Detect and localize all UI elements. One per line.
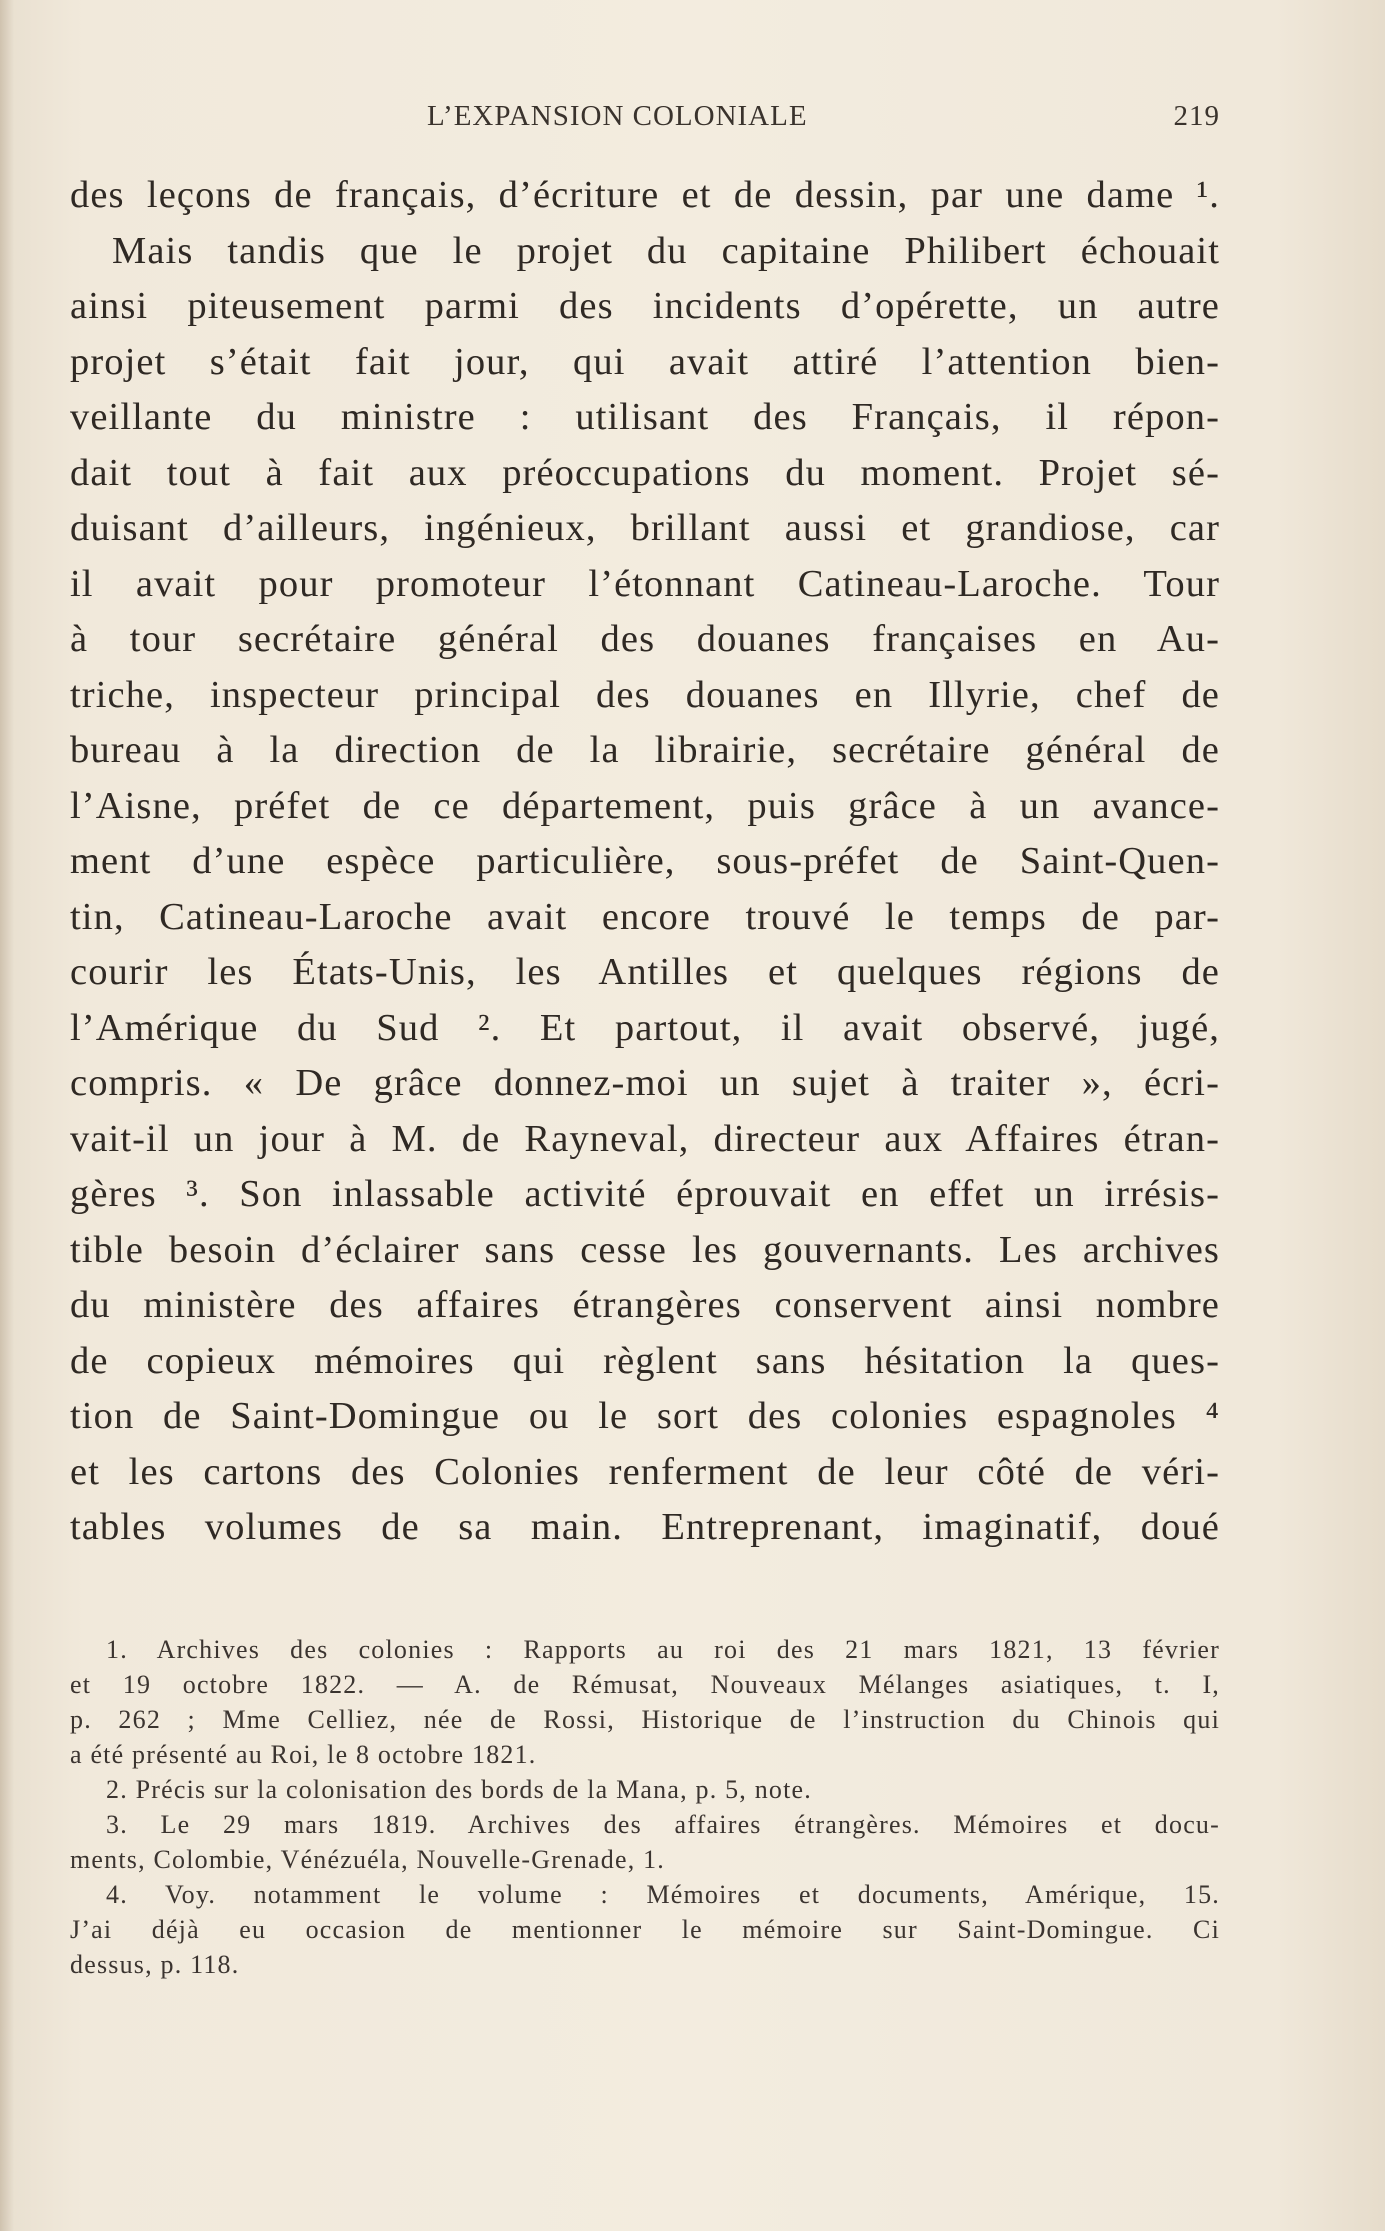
text-line: et les cartons des Colonies renferment de leur côté de véri- xyxy=(70,1450,1220,1493)
footnote-line: 1. Archives des colonies : Rapports au roi des 21 mars 1821, 13 février xyxy=(106,1635,1220,1664)
text-line: l’Amérique du Sud ². Et partout, il avait observé, jugé, xyxy=(70,1006,1220,1049)
text-line: Mais tandis que le projet du capitaine Philibert échouait xyxy=(112,229,1220,272)
text-line: compris. « De grâce donnez-moi un sujet à traiter », écri- xyxy=(70,1062,1220,1104)
text-line: duisant d’ailleurs, ingénieux, brillant aussi et grandiose, car xyxy=(70,507,1220,549)
text-line: triche, inspecteur principal des douanes en Illyrie, chef de xyxy=(70,673,1220,716)
footnote-line: 3. Le 29 mars 1819. Archives des affaires étrangères. Mémoires et docu- xyxy=(106,1810,1220,1839)
text-line: veillante du ministre : utilisant des Français, il répon- xyxy=(70,396,1220,438)
page-number: 219 xyxy=(1173,100,1220,132)
text-line: tables volumes de sa main. Entreprenant, imaginatif, doué xyxy=(70,1506,1220,1548)
footnote-line: 2. Précis sur la colonisation des bords de la Mana, p. 5, note. xyxy=(106,1775,812,1804)
running-header xyxy=(70,100,1220,140)
text-line: tible besoin d’éclairer sans cesse les gouvernants. Les archives xyxy=(70,1228,1220,1271)
footnotes xyxy=(70,1632,1220,1982)
text-line: projet s’était fait jour, qui avait attiré l’attention bien- xyxy=(70,340,1220,383)
text-line: ainsi piteusement parmi des incidents d’opérette, un autre xyxy=(70,285,1220,327)
text-line: des leçons de français, d’écriture et de dessin, par une dame ¹. xyxy=(70,174,1220,216)
text-line: tion de Saint-Domingue ou le sort des colonies espagnoles ⁴ xyxy=(70,1395,1220,1437)
text-line: il avait pour promoteur l’étonnant Catineau-Laroche. Tour xyxy=(70,562,1220,605)
running-title: L’EXPANSION COLONIALE xyxy=(427,100,808,132)
footnote-line: et 19 octobre 1822. — A. de Rémusat, Nouveaux Mélanges asiatiques, t. I, xyxy=(70,1670,1220,1699)
text-line: vait-il un jour à M. de Rayneval, directeur aux Affaires étran- xyxy=(70,1117,1220,1160)
text-line: bureau à la direction de la librairie, secrétaire général de xyxy=(70,729,1220,771)
text-line: de copieux mémoires qui règlent sans hésitation la ques- xyxy=(70,1339,1220,1382)
main-text xyxy=(70,168,1220,1556)
footnote-line: 4. Voy. notamment le volume : Mémoires et documents, Amérique, 15. xyxy=(106,1880,1220,1909)
text-line: à tour secrétaire général des douanes françaises en Au- xyxy=(70,618,1220,660)
text-line: ment d’une espèce particulière, sous-préfet de Saint-Quen- xyxy=(70,840,1220,882)
footnote-line: J’ai déjà eu occasion de mentionner le mémoire sur Saint-Domingue. Ci xyxy=(70,1915,1220,1944)
footnote-line: p. 262 ; Mme Celliez, née de Rossi, Historique de l’instruction du Chinois qui xyxy=(70,1705,1220,1734)
text-line: courir les États-Unis, les Antilles et quelques régions de xyxy=(70,951,1220,993)
footnote-line: ments, Colombie, Vénézuéla, Nouvelle-Grenade, 1. xyxy=(70,1845,666,1874)
footnote-line: a été présenté au Roi, le 8 octobre 1821. xyxy=(70,1740,537,1769)
text-line: l’Aisne, préfet de ce département, puis grâce à un avance- xyxy=(70,784,1220,827)
footnote-line: dessus, p. 118. xyxy=(70,1950,240,1979)
text-line: dait tout à fait aux préoccupations du moment. Projet sé- xyxy=(70,451,1220,494)
text-line: gères ³. Son inlassable activité éprouvait en effet un irrésis- xyxy=(70,1173,1220,1215)
text-line: tin, Catineau-Laroche avait encore trouvé le temps de par- xyxy=(70,895,1220,938)
page-edge-shadow xyxy=(0,0,14,2231)
text-line: du ministère des affaires étrangères conservent ainsi nombre xyxy=(70,1284,1220,1326)
